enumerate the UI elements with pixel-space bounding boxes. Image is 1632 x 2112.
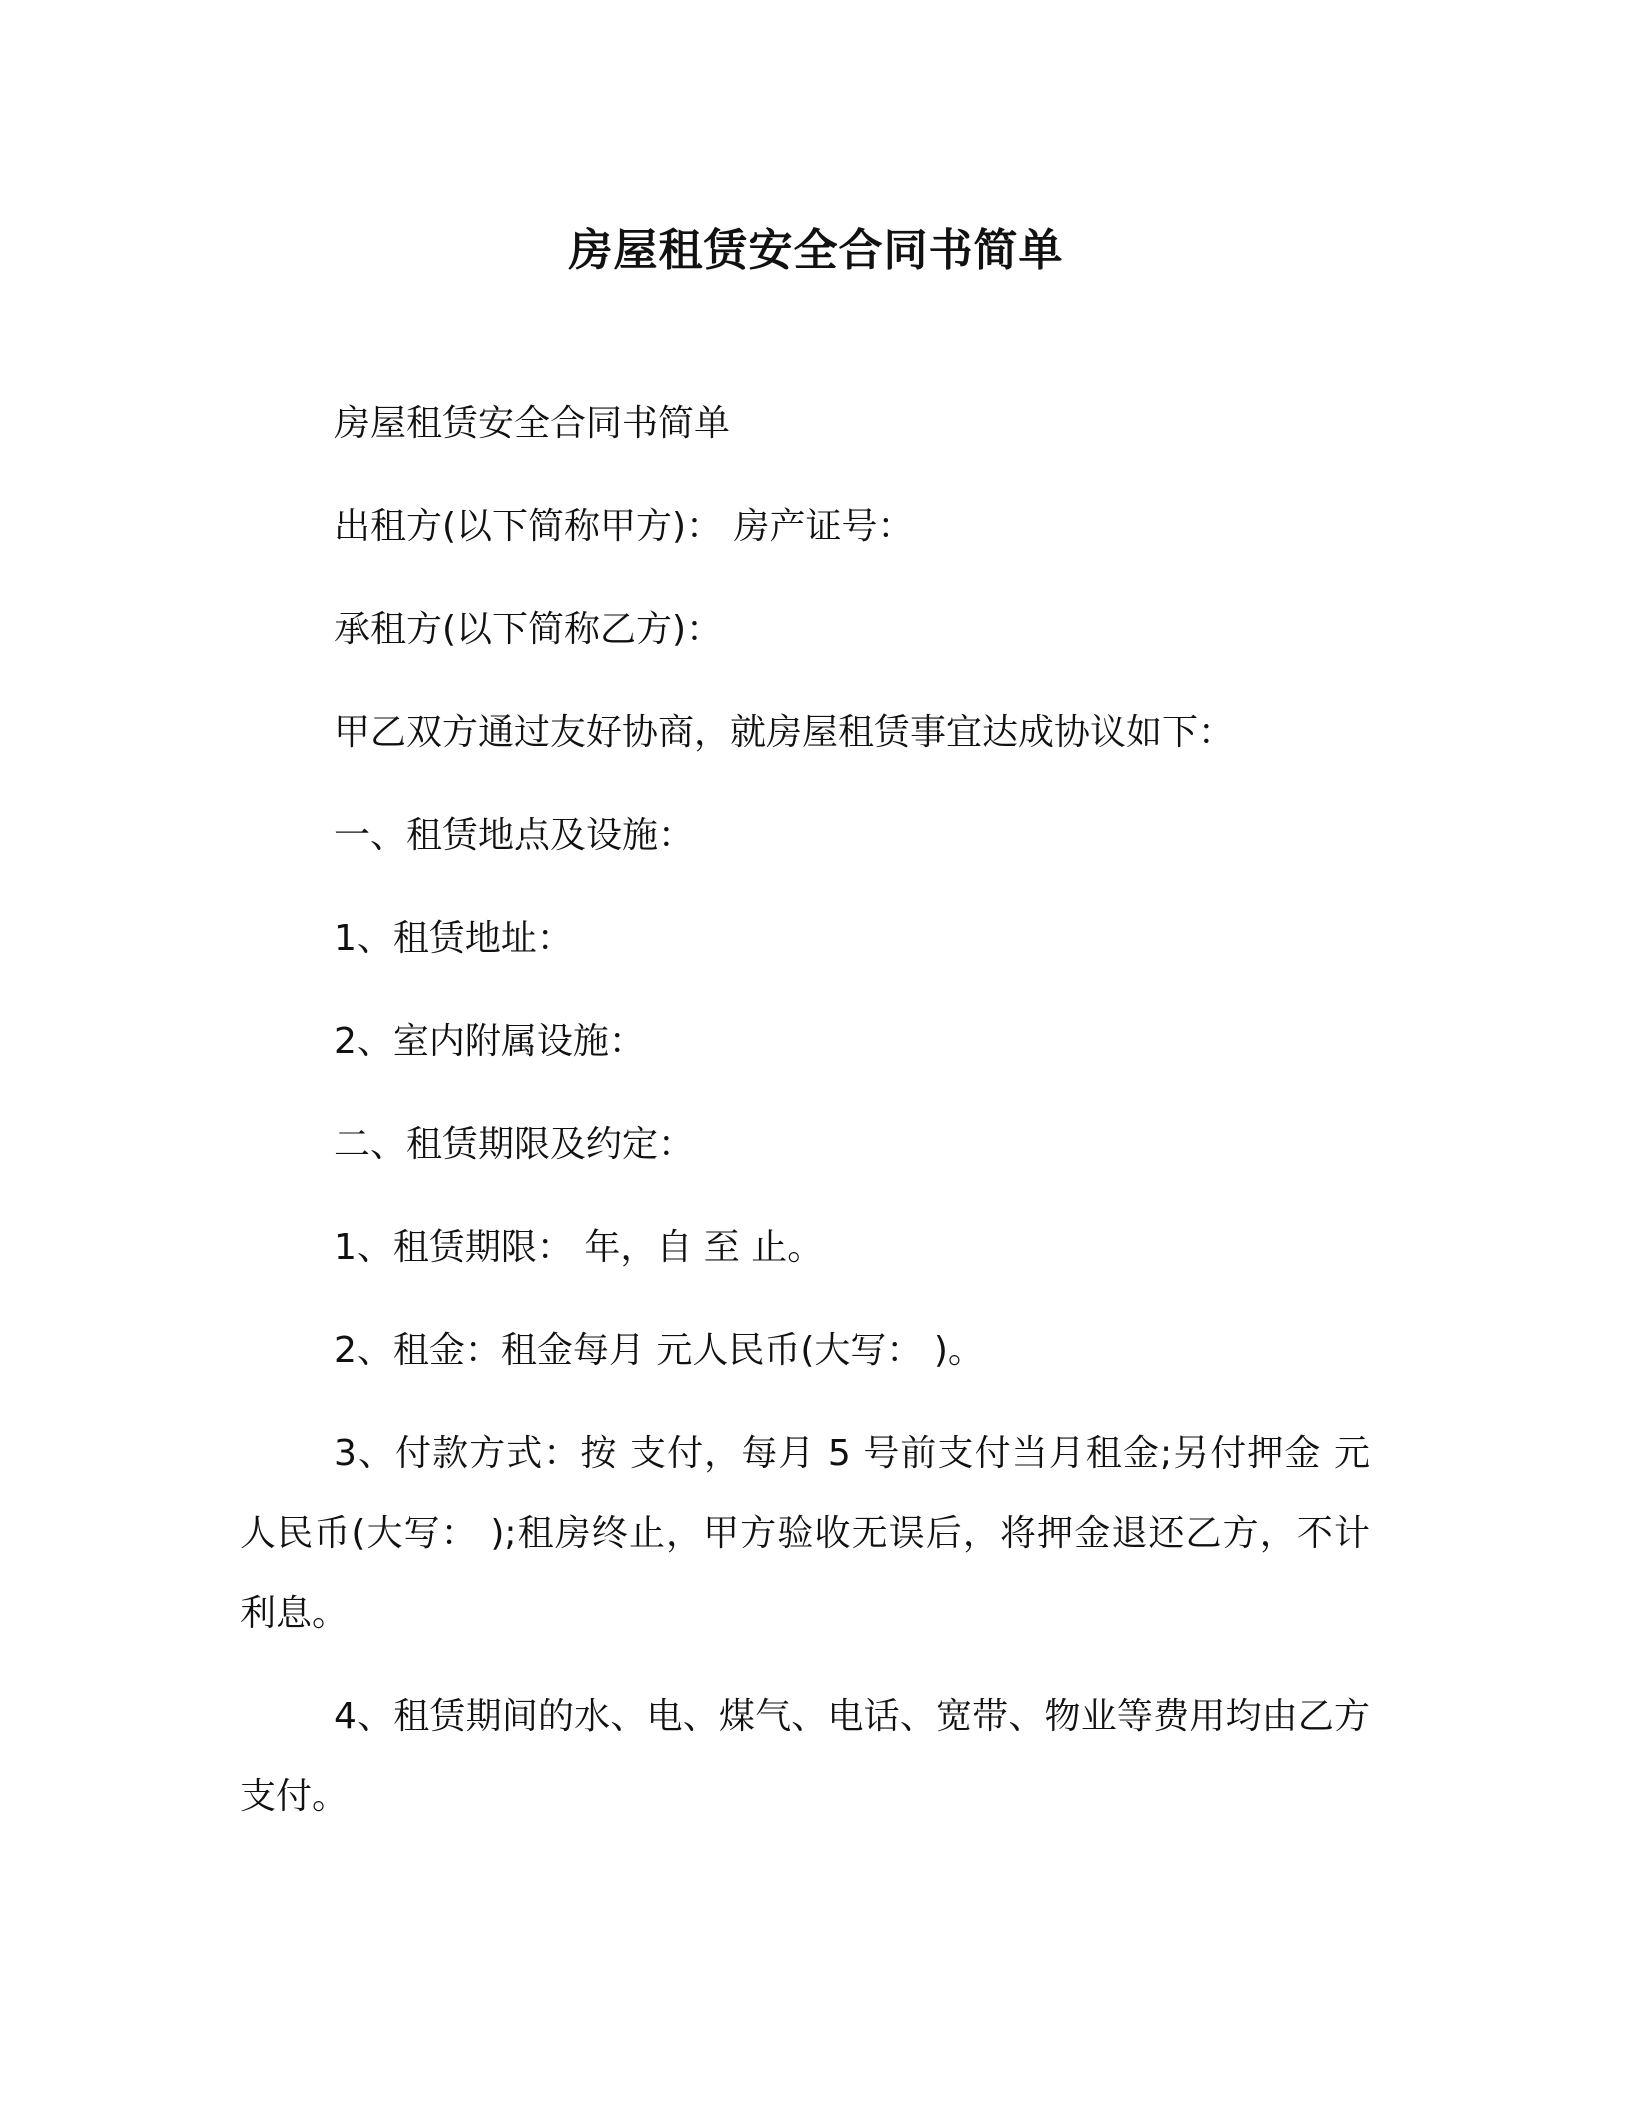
facilities-line: 2、室内附属设施：	[334, 1021, 645, 1062]
section-1-heading: 一、租赁地点及设施：	[334, 815, 695, 856]
lessee-line: 承租方(以下简称乙方)：	[334, 609, 723, 650]
rent-line: 2、租金：租金每月 元人民币(大写： )。	[334, 1330, 984, 1371]
document-title: 房屋租赁安全合同书简单	[568, 225, 1064, 276]
lessor-line: 出租方(以下简称甲方)： 房产证号：	[334, 506, 914, 547]
utilities-paragraph: 4、租赁期间的水、电、煤气、电话、宽带、物业等费用均由乙方支付。	[240, 1696, 1370, 1817]
lease-term-line: 1、租赁期限： 年，自 至 止。	[334, 1227, 824, 1268]
payment-paragraph: 3、付款方式：按 支付，每月 5 号前支付当月租金;另付押金 元人民币(大写： );租房终止，甲方验收无误后，将押金退还乙方，不计利息。	[240, 1433, 1370, 1634]
section-2-heading: 二、租赁期限及约定：	[334, 1124, 695, 1165]
lease-address-line: 1、租赁地址：	[334, 918, 573, 959]
contract-subtitle: 房屋租赁安全合同书简单	[334, 403, 731, 444]
agreement-intro: 甲乙双方通过友好协商，就房屋租赁事宜达成协议如下：	[334, 712, 1235, 753]
